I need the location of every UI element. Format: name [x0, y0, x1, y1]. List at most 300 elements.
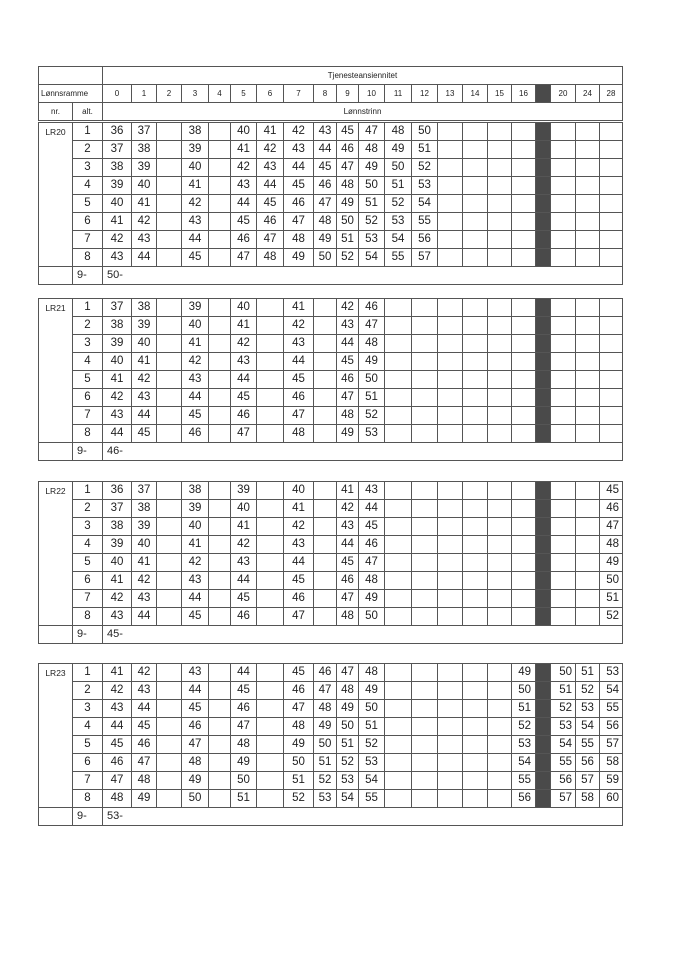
- alt-cell: 2: [73, 141, 103, 159]
- value-cell: 45: [231, 590, 257, 608]
- value-cell: [157, 213, 182, 231]
- value-cell: [463, 682, 488, 700]
- value-cell: [157, 718, 182, 736]
- value-cell: [257, 590, 284, 608]
- alt-cell: 3: [73, 335, 103, 353]
- value-cell: 49: [359, 682, 385, 700]
- value-cell: [209, 299, 231, 317]
- value-cell: 54: [359, 772, 385, 790]
- value-cell: [209, 554, 231, 572]
- value-cell: 42: [132, 213, 157, 231]
- value-cell: [385, 371, 412, 389]
- value-cell: 49: [512, 664, 536, 682]
- value-cell: 54: [412, 195, 438, 213]
- value-cell: 47: [231, 249, 257, 267]
- dark-separator-cell: [536, 213, 551, 231]
- value-cell: [257, 425, 284, 443]
- value-cell: [488, 231, 512, 249]
- value-cell: [157, 536, 182, 554]
- value-cell: 46: [231, 231, 257, 249]
- value-cell: 37: [132, 123, 157, 141]
- value-cell: [512, 389, 536, 407]
- value-cell: 45: [284, 177, 314, 195]
- value-cell: 47: [103, 772, 132, 790]
- value-cell: 41: [231, 141, 257, 159]
- value-cell: 48: [314, 213, 337, 231]
- value-cell: 44: [231, 195, 257, 213]
- value-cell: [385, 772, 412, 790]
- value-cell: 41: [182, 335, 209, 353]
- value-cell: [257, 389, 284, 407]
- value-cell: [157, 572, 182, 590]
- value-cell: [385, 664, 412, 682]
- value-cell: 56: [551, 772, 576, 790]
- value-cell: 46: [284, 195, 314, 213]
- value-cell: [385, 536, 412, 554]
- value-cell: [551, 195, 576, 213]
- value-cell: [157, 317, 182, 335]
- value-cell: 46: [231, 700, 257, 718]
- value-cell: [157, 407, 182, 425]
- value-cell: 48: [337, 682, 359, 700]
- dark-separator-cell: [536, 772, 551, 790]
- value-cell: 43: [103, 249, 132, 267]
- value-cell: 41: [231, 518, 257, 536]
- lonnsramme-table-lr20: [38, 122, 623, 285]
- value-cell: [512, 407, 536, 425]
- value-cell: 51: [337, 231, 359, 249]
- value-cell: 50: [359, 700, 385, 718]
- value-cell: 52: [385, 195, 412, 213]
- value-cell: [438, 572, 463, 590]
- value-cell: [488, 335, 512, 353]
- value-cell: [576, 389, 600, 407]
- alt-cell: 8: [73, 790, 103, 808]
- value-cell: 42: [231, 335, 257, 353]
- value-cell: 41: [103, 371, 132, 389]
- value-cell: [463, 249, 488, 267]
- value-cell: [257, 554, 284, 572]
- alt9-row: [39, 267, 623, 285]
- value-cell: [209, 608, 231, 626]
- value-cell: 44: [132, 407, 157, 425]
- value-cell: [463, 123, 488, 141]
- value-cell: 40: [103, 353, 132, 371]
- value-cell: [512, 608, 536, 626]
- value-cell: [512, 518, 536, 536]
- value-cell: 38: [182, 123, 209, 141]
- table-row: [39, 554, 623, 572]
- header-table: [38, 66, 623, 121]
- value-cell: 43: [231, 177, 257, 195]
- value-cell: 49: [359, 590, 385, 608]
- table-row: [39, 371, 623, 389]
- value-cell: [157, 123, 182, 141]
- value-cell: [209, 500, 231, 518]
- value-cell: [488, 700, 512, 718]
- alt9-empty-cell: [39, 626, 73, 644]
- dark-separator-cell: [536, 407, 551, 425]
- value-cell: [438, 736, 463, 754]
- value-cell: 47: [284, 407, 314, 425]
- value-cell: 39: [231, 482, 257, 500]
- value-cell: [551, 317, 576, 335]
- year-header-9: 9: [337, 85, 359, 103]
- value-cell: 49: [337, 700, 359, 718]
- value-cell: 55: [512, 772, 536, 790]
- value-cell: [257, 335, 284, 353]
- value-cell: [257, 536, 284, 554]
- value-cell: [257, 518, 284, 536]
- value-cell: [576, 231, 600, 249]
- value-cell: 40: [182, 518, 209, 536]
- value-cell: 43: [284, 536, 314, 554]
- value-cell: [438, 389, 463, 407]
- value-cell: 43: [314, 123, 337, 141]
- table-row: [39, 249, 623, 267]
- value-cell: 43: [257, 159, 284, 177]
- value-cell: [576, 159, 600, 177]
- value-cell: 58: [576, 790, 600, 808]
- table-row: [39, 572, 623, 590]
- alt9-label: 9-: [73, 808, 103, 826]
- value-cell: 47: [257, 231, 284, 249]
- table-row: [39, 790, 623, 808]
- value-cell: [438, 664, 463, 682]
- value-cell: 38: [132, 299, 157, 317]
- value-cell: [576, 407, 600, 425]
- alt9-label: 9-: [73, 626, 103, 644]
- value-cell: 44: [182, 682, 209, 700]
- value-cell: [438, 299, 463, 317]
- value-cell: [463, 335, 488, 353]
- value-cell: [157, 790, 182, 808]
- table-row: [39, 159, 623, 177]
- value-cell: 51: [359, 195, 385, 213]
- value-cell: 41: [103, 213, 132, 231]
- value-cell: [209, 425, 231, 443]
- value-cell: 38: [132, 500, 157, 518]
- value-cell: 44: [231, 371, 257, 389]
- year-header-1: 1: [132, 85, 157, 103]
- value-cell: [257, 772, 284, 790]
- value-cell: 47: [314, 682, 337, 700]
- value-cell: [463, 772, 488, 790]
- value-cell: 53: [359, 231, 385, 249]
- value-cell: [600, 195, 623, 213]
- alt-cell: 1: [73, 299, 103, 317]
- value-cell: [314, 317, 337, 335]
- value-cell: 44: [231, 572, 257, 590]
- value-cell: 41: [132, 353, 157, 371]
- value-cell: 51: [314, 754, 337, 772]
- value-cell: [600, 249, 623, 267]
- value-cell: [463, 754, 488, 772]
- value-cell: [576, 177, 600, 195]
- value-cell: 47: [359, 123, 385, 141]
- value-cell: 50: [551, 664, 576, 682]
- value-cell: [257, 682, 284, 700]
- value-cell: [551, 482, 576, 500]
- table-row: [39, 700, 623, 718]
- value-cell: 42: [257, 141, 284, 159]
- value-cell: [576, 536, 600, 554]
- value-cell: [438, 177, 463, 195]
- value-cell: 53: [359, 754, 385, 772]
- value-cell: [463, 407, 488, 425]
- value-cell: [257, 736, 284, 754]
- value-cell: 39: [132, 159, 157, 177]
- value-cell: 50: [359, 608, 385, 626]
- value-cell: 43: [132, 231, 157, 249]
- alt-cell: 6: [73, 754, 103, 772]
- value-cell: [576, 371, 600, 389]
- value-cell: 39: [132, 518, 157, 536]
- year-header-11: 11: [385, 85, 412, 103]
- value-cell: 51: [551, 682, 576, 700]
- value-cell: [209, 718, 231, 736]
- value-cell: [600, 141, 623, 159]
- value-cell: 44: [103, 718, 132, 736]
- value-cell: 43: [103, 700, 132, 718]
- value-cell: 55: [600, 700, 623, 718]
- value-cell: [512, 500, 536, 518]
- alt-cell: 4: [73, 718, 103, 736]
- value-cell: 43: [132, 682, 157, 700]
- value-cell: [551, 159, 576, 177]
- value-cell: [209, 700, 231, 718]
- value-cell: [576, 335, 600, 353]
- value-cell: [488, 718, 512, 736]
- alt-cell: 5: [73, 195, 103, 213]
- value-cell: [157, 425, 182, 443]
- year-header-13: 13: [438, 85, 463, 103]
- value-cell: [438, 772, 463, 790]
- value-cell: 45: [284, 572, 314, 590]
- value-cell: [512, 536, 536, 554]
- value-cell: 55: [359, 790, 385, 808]
- value-cell: [512, 195, 536, 213]
- value-cell: [551, 554, 576, 572]
- value-cell: [412, 500, 438, 518]
- dark-separator-cell: [536, 700, 551, 718]
- value-cell: 50: [359, 371, 385, 389]
- value-cell: 53: [600, 664, 623, 682]
- value-cell: 45: [337, 554, 359, 572]
- table-row: [39, 682, 623, 700]
- value-cell: [438, 700, 463, 718]
- value-cell: 39: [182, 141, 209, 159]
- value-cell: 51: [512, 700, 536, 718]
- value-cell: 47: [337, 159, 359, 177]
- value-cell: [438, 159, 463, 177]
- value-cell: [438, 123, 463, 141]
- value-cell: [488, 572, 512, 590]
- value-cell: [385, 608, 412, 626]
- value-cell: [600, 177, 623, 195]
- alt-cell: 1: [73, 664, 103, 682]
- value-cell: [488, 213, 512, 231]
- lonnsramme-label: Lønnsramme: [39, 85, 103, 103]
- year-header-28: 28: [600, 85, 623, 103]
- value-cell: 59: [600, 772, 623, 790]
- header-row-title: [39, 67, 623, 85]
- value-cell: [551, 608, 576, 626]
- dark-separator-cell: [536, 299, 551, 317]
- value-cell: 46: [359, 299, 385, 317]
- value-cell: 41: [132, 195, 157, 213]
- value-cell: [576, 141, 600, 159]
- value-cell: 52: [359, 213, 385, 231]
- value-cell: 48: [231, 736, 257, 754]
- value-cell: [157, 177, 182, 195]
- value-cell: 48: [359, 141, 385, 159]
- value-cell: [512, 554, 536, 572]
- value-cell: 52: [337, 249, 359, 267]
- value-cell: [463, 159, 488, 177]
- value-cell: 43: [182, 664, 209, 682]
- value-cell: [488, 682, 512, 700]
- value-cell: [257, 299, 284, 317]
- value-cell: [314, 608, 337, 626]
- value-cell: 40: [103, 195, 132, 213]
- value-cell: [551, 299, 576, 317]
- value-cell: 39: [103, 335, 132, 353]
- value-cell: [600, 317, 623, 335]
- value-cell: [209, 317, 231, 335]
- value-cell: 50: [412, 123, 438, 141]
- value-cell: [209, 572, 231, 590]
- value-cell: [412, 536, 438, 554]
- value-cell: 42: [337, 299, 359, 317]
- alt-cell: 7: [73, 231, 103, 249]
- value-cell: 47: [359, 317, 385, 335]
- value-cell: [551, 500, 576, 518]
- value-cell: 36: [103, 123, 132, 141]
- value-cell: [463, 177, 488, 195]
- value-cell: [438, 249, 463, 267]
- value-cell: 44: [182, 389, 209, 407]
- value-cell: [438, 353, 463, 371]
- value-cell: [463, 736, 488, 754]
- value-cell: [157, 664, 182, 682]
- value-cell: [463, 371, 488, 389]
- value-cell: [463, 608, 488, 626]
- dark-separator-cell: [536, 518, 551, 536]
- table-row: [39, 335, 623, 353]
- value-cell: [512, 213, 536, 231]
- value-cell: 50: [337, 213, 359, 231]
- alt-cell: 4: [73, 177, 103, 195]
- value-cell: [257, 500, 284, 518]
- value-cell: 42: [182, 195, 209, 213]
- value-cell: 52: [512, 718, 536, 736]
- dark-separator-cell: [536, 389, 551, 407]
- value-cell: [463, 195, 488, 213]
- table-row: [39, 177, 623, 195]
- value-cell: [314, 572, 337, 590]
- table-row: [39, 608, 623, 626]
- year-header-10: 10: [359, 85, 385, 103]
- value-cell: 43: [337, 317, 359, 335]
- table-row: [39, 664, 623, 682]
- value-cell: 40: [132, 536, 157, 554]
- value-cell: [257, 700, 284, 718]
- value-cell: [576, 425, 600, 443]
- value-cell: 42: [231, 536, 257, 554]
- value-cell: [551, 141, 576, 159]
- dark-separator-cell: [536, 249, 551, 267]
- value-cell: [314, 299, 337, 317]
- value-cell: 42: [337, 500, 359, 518]
- value-cell: 43: [182, 213, 209, 231]
- value-cell: [385, 299, 412, 317]
- value-cell: 48: [337, 407, 359, 425]
- value-cell: [412, 317, 438, 335]
- value-cell: [314, 518, 337, 536]
- value-cell: 44: [132, 700, 157, 718]
- value-cell: [463, 299, 488, 317]
- value-cell: 50: [600, 572, 623, 590]
- value-cell: 54: [359, 249, 385, 267]
- value-cell: 50: [512, 682, 536, 700]
- value-cell: [257, 608, 284, 626]
- value-cell: [551, 536, 576, 554]
- value-cell: 40: [182, 317, 209, 335]
- value-cell: 56: [512, 790, 536, 808]
- value-cell: 45: [231, 682, 257, 700]
- value-cell: [257, 718, 284, 736]
- value-cell: [488, 518, 512, 536]
- value-cell: [551, 572, 576, 590]
- value-cell: [385, 500, 412, 518]
- dark-separator-cell: [536, 123, 551, 141]
- value-cell: [209, 518, 231, 536]
- value-cell: [512, 353, 536, 371]
- value-cell: 53: [512, 736, 536, 754]
- value-cell: [412, 482, 438, 500]
- value-cell: [438, 554, 463, 572]
- table-row: [39, 425, 623, 443]
- value-cell: [412, 407, 438, 425]
- value-cell: 51: [231, 790, 257, 808]
- value-cell: 52: [314, 772, 337, 790]
- value-cell: [157, 518, 182, 536]
- value-cell: 40: [231, 299, 257, 317]
- value-cell: 56: [600, 718, 623, 736]
- value-cell: [551, 518, 576, 536]
- value-cell: [412, 682, 438, 700]
- value-cell: 48: [385, 123, 412, 141]
- value-cell: [576, 500, 600, 518]
- value-cell: 42: [132, 572, 157, 590]
- value-cell: 43: [182, 371, 209, 389]
- value-cell: [512, 231, 536, 249]
- value-cell: [257, 572, 284, 590]
- value-cell: 49: [385, 141, 412, 159]
- value-cell: [412, 790, 438, 808]
- value-cell: [463, 353, 488, 371]
- value-cell: [157, 682, 182, 700]
- value-cell: 45: [182, 249, 209, 267]
- value-cell: [209, 231, 231, 249]
- dark-separator-cell: [536, 371, 551, 389]
- table-row: [39, 772, 623, 790]
- table-row: [39, 736, 623, 754]
- value-cell: 50: [231, 772, 257, 790]
- value-cell: 43: [231, 353, 257, 371]
- value-cell: 44: [132, 608, 157, 626]
